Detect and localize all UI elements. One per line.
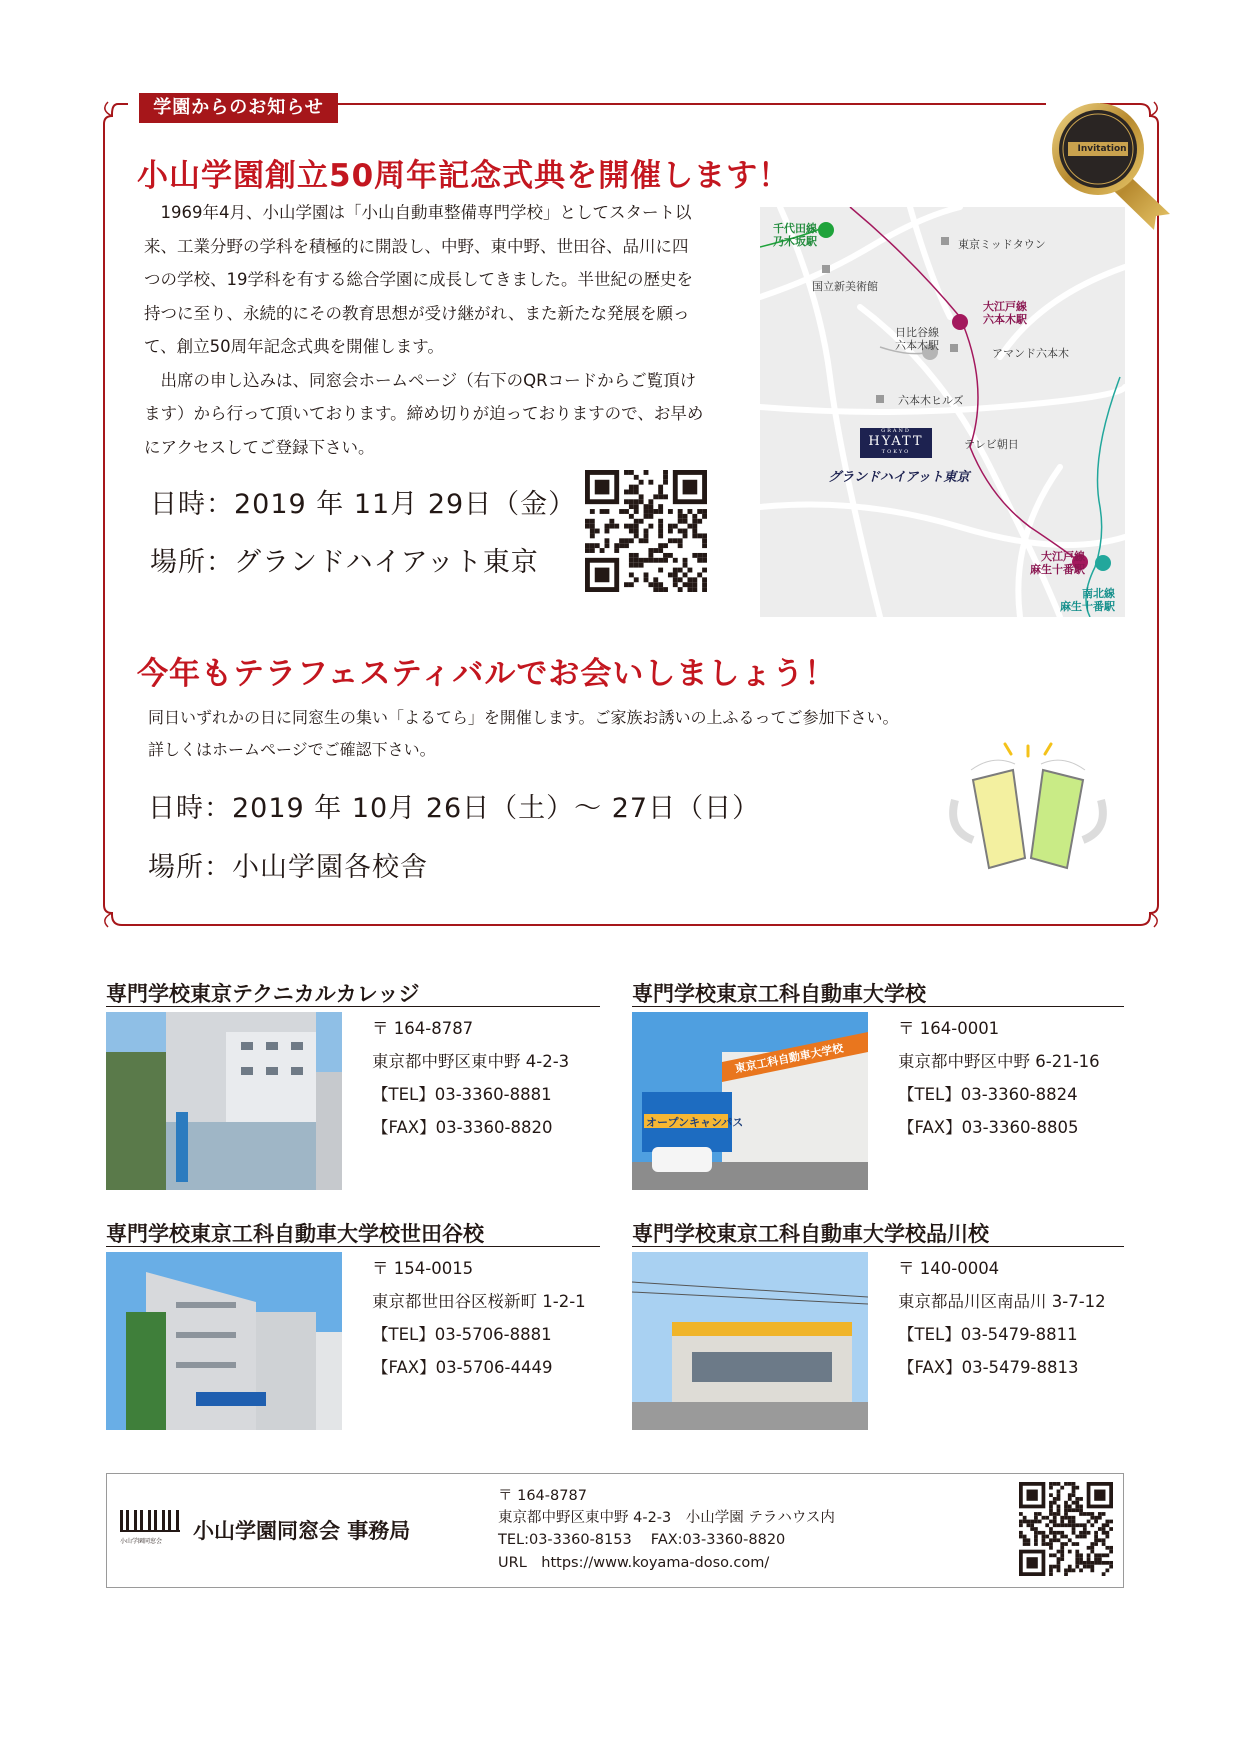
footer-qr-code[interactable] bbox=[1019, 1482, 1113, 1576]
section1-paragraph-1: 1969年4月、小山学園は「小山自動車整備専門学校」としてスタート以来、工業分野の学科を積極的に開設し、中野、東中野、世田谷、品川に四つの学校、19学科を有する総合学園に成長してきました。半世紀の歴史を持つに至り、永続的にその教育思想が受け継がれ、また新たな発展を願って、創立50周年記念式典を開催します。 bbox=[144, 203, 693, 356]
school-4-divider bbox=[632, 1246, 1124, 1247]
school-4-postal: 〒 140-0004 bbox=[898, 1259, 1000, 1278]
school-1-address: 東京都中野区東中野 4-2-3 bbox=[372, 1052, 570, 1071]
map-label-hills: 六本木ヒルズ bbox=[898, 394, 964, 407]
school-2-info bbox=[898, 1012, 1100, 1144]
footer-url[interactable]: URL https://www.koyama-doso.com/ bbox=[498, 1555, 770, 1571]
section2-line-1: 同日いずれかの日に同窓生の集い「よるてら」を開催します。ご家族お誘いの上ふるってご参加下さい。 bbox=[148, 708, 899, 727]
alumni-logo-mark bbox=[120, 1508, 182, 1534]
school-2-postal: 〒 164-0001 bbox=[898, 1019, 1000, 1038]
alumni-logo-caption: 小山学園同窓会 bbox=[120, 1538, 163, 1545]
school-2-name: 専門学校東京工科自動車大学校 bbox=[632, 982, 926, 1006]
section1-body bbox=[144, 196, 704, 464]
map-label-oedo-azabu: 大江戸線 麻生十番駅 bbox=[1030, 550, 1085, 576]
school-1-postal: 〒 164-8787 bbox=[372, 1019, 474, 1038]
school-2-divider bbox=[632, 1006, 1124, 1007]
school-1-name: 専門学校東京テクニカルカレッジ bbox=[106, 982, 420, 1006]
map-label-namboku: 南北線 麻生十番駅 bbox=[1060, 587, 1115, 613]
school-1-divider bbox=[106, 1006, 600, 1007]
hyatt-logo: GRAND HYATT TOKYO bbox=[860, 428, 932, 458]
school-2-photo-banner: 東京工科自動車大学校 bbox=[733, 1041, 845, 1076]
school-3-divider bbox=[106, 1246, 600, 1247]
footer-contact: TEL:03-3360-8153 FAX:03-3360-8820 bbox=[498, 1532, 786, 1548]
school-2-photo bbox=[632, 1012, 868, 1190]
school-1-info bbox=[372, 1012, 569, 1144]
school-2-photo-sign: オープンキャンパス bbox=[646, 1116, 744, 1129]
footer-address: 東京都中野区東中野 4-2-3 小山学園 テラハウス内 bbox=[498, 1510, 835, 1526]
section1-headline: 小山学園創立50周年記念式典を開催します！ bbox=[137, 158, 791, 194]
map-label-hibiya: 日比谷線 六本木駅 bbox=[895, 326, 939, 352]
school-2-address: 東京都中野区中野 6-21-16 bbox=[898, 1052, 1100, 1071]
map-label-oedo-roppongi: 大江戸線 六本木駅 bbox=[983, 300, 1027, 326]
school-4-tel: 【TEL】03-5479-8811 bbox=[898, 1325, 1078, 1344]
oedo-roppongi-dot bbox=[952, 314, 968, 330]
festival-place: 場所：小山学園各校舎 bbox=[148, 852, 428, 883]
registration-qr-code[interactable] bbox=[585, 470, 707, 592]
hyatt-name: グランドハイアット東京 bbox=[828, 470, 970, 485]
ceremony-datetime: 日時：2019 年 11月 29日（金） bbox=[150, 489, 577, 520]
map-label-midtown: 東京ミッドタウン bbox=[958, 238, 1046, 251]
school-3-tel: 【TEL】03-5706-8881 bbox=[372, 1325, 552, 1344]
notice-tag: 学園からのお知らせ bbox=[139, 93, 338, 123]
school-3-name: 専門学校東京工科自動車大学校世田谷校 bbox=[106, 1222, 484, 1246]
chiyoda-station-dot bbox=[818, 222, 834, 238]
invitation-badge-text: Invitation bbox=[1077, 144, 1127, 154]
map-label-chiyoda: 千代田線 乃木坂駅 bbox=[773, 222, 817, 248]
footer-org-name: 小山学園同窓会 事務局 bbox=[193, 1519, 411, 1543]
school-4-address: 東京都品川区南品川 3-7-12 bbox=[898, 1292, 1106, 1311]
section1-paragraph-2: 出席の申し込みは、同窓会ホームページ（右下のQRコードからご覧頂けます）から行って頂いております。締め切りが迫っておりますので、お早めにアクセスしてご登録下さい。 bbox=[144, 370, 704, 457]
map-label-almond: アマンド六本木 bbox=[992, 347, 1069, 360]
section2-headline: 今年もテラフェスティバルでお会いしましょう！ bbox=[137, 656, 837, 692]
school-3-info bbox=[372, 1252, 586, 1384]
school-2-tel: 【TEL】03-3360-8824 bbox=[898, 1085, 1078, 1104]
school-1-fax: 【FAX】03-3360-8820 bbox=[372, 1118, 553, 1137]
school-4-fax: 【FAX】03-5479-8813 bbox=[898, 1358, 1079, 1377]
school-3-address: 東京都世田谷区桜新町 1-2-1 bbox=[372, 1292, 586, 1311]
school-4-photo bbox=[632, 1252, 868, 1430]
beer-mugs-illustration bbox=[943, 740, 1113, 880]
map-label-tvasahi: テレビ朝日 bbox=[964, 438, 1019, 451]
school-3-fax: 【FAX】03-5706-4449 bbox=[372, 1358, 553, 1377]
school-2-fax: 【FAX】03-3360-8805 bbox=[898, 1118, 1079, 1137]
school-3-photo bbox=[106, 1252, 342, 1430]
namboku-azabu-dot bbox=[1095, 555, 1111, 571]
footer-postal: 〒 164-8787 bbox=[498, 1488, 587, 1504]
ceremony-place: 場所：グランドハイアット東京 bbox=[150, 547, 539, 578]
school-1-tel: 【TEL】03-3360-8881 bbox=[372, 1085, 552, 1104]
section2-line-2: 詳しくはホームページでご確認下さい。 bbox=[148, 740, 436, 759]
school-3-postal: 〒 154-0015 bbox=[372, 1259, 474, 1278]
festival-datetime: 日時：2019 年 10月 26日（土）～ 27日（日） bbox=[148, 793, 761, 824]
school-1-photo bbox=[106, 1012, 342, 1190]
school-4-name: 専門学校東京工科自動車大学校品川校 bbox=[632, 1222, 989, 1246]
school-4-info bbox=[898, 1252, 1106, 1384]
map-label-museum: 国立新美術館 bbox=[812, 280, 878, 293]
